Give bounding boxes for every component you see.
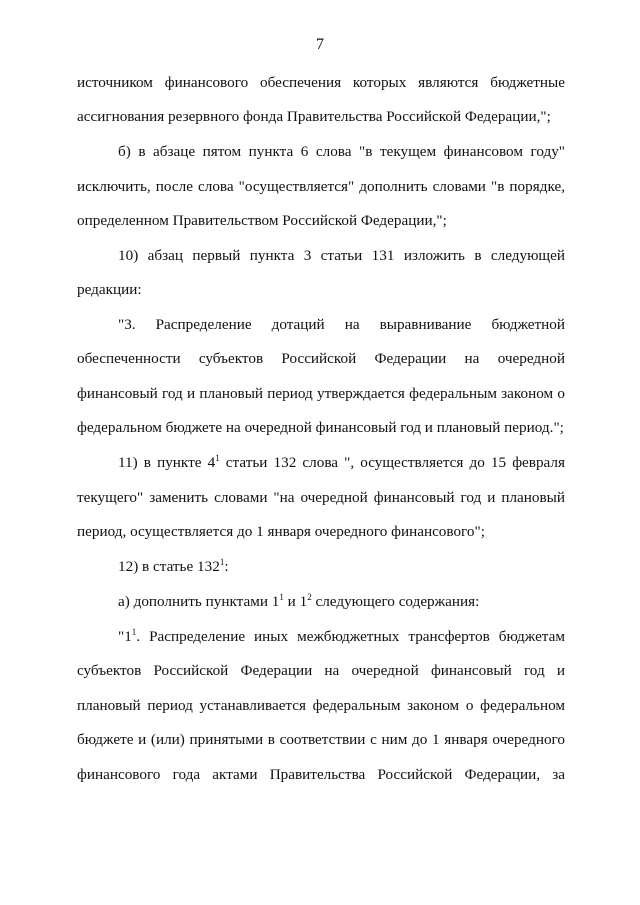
text-line: плановый период устанавливается федеральным законом о федеральном bbox=[77, 697, 565, 714]
text-line bbox=[118, 558, 565, 576]
text-line: субъектов Российской Федерации на очередной финансовый год и bbox=[77, 662, 565, 679]
text-fragment: и 1 bbox=[283, 593, 308, 610]
text-fragment: 11) в пункте 4 bbox=[118, 454, 216, 471]
text-line: текущего" заменить словами "на очередной финансовый год и плановый bbox=[77, 489, 565, 506]
text-line: ассигнования резервного фонда Правительства Российской Федерации,"; bbox=[77, 108, 551, 125]
superscript: 1 bbox=[279, 592, 284, 602]
text-line: финансовый год и плановый период утверждается федеральным законом о bbox=[77, 385, 565, 402]
text-fragment: "1 bbox=[118, 628, 132, 645]
superscript: 1 bbox=[131, 627, 137, 637]
text-line: исключить, после слова "осуществляется" дополнить словами "в порядке, bbox=[77, 178, 565, 195]
text-line: бюджете и (или) принятыми в соответствии с ним до 1 января очередного bbox=[77, 731, 565, 748]
text-line: определенном Правительством Российской Федерации,"; bbox=[77, 212, 447, 229]
text-fragment: а) дополнить пунктами 1 bbox=[118, 593, 280, 610]
text-line bbox=[118, 593, 565, 611]
superscript: 2 bbox=[307, 592, 312, 602]
text-line: редакции: bbox=[77, 281, 142, 298]
page-number: 7 bbox=[316, 36, 324, 53]
superscript: 1 bbox=[215, 453, 220, 463]
text-line: федеральном бюджете на очередной финансовый год и плановый период."; bbox=[77, 419, 564, 436]
text-line bbox=[118, 454, 565, 472]
text-line: обеспеченности субъектов Российской Федерации на очередной bbox=[77, 350, 565, 367]
text-line: "3. Распределение дотаций на выравнивание бюджетной bbox=[118, 316, 565, 333]
text-fragment: статьи 132 слова ", осуществляется до 15 февраля bbox=[219, 454, 565, 471]
text-line: источником финансового обеспечения которых являются бюджетные bbox=[77, 74, 565, 91]
superscript: 1 bbox=[219, 557, 225, 567]
text-fragment: : bbox=[224, 558, 229, 575]
text-line: период, осуществляется до 1 января очередного финансового"; bbox=[77, 523, 485, 540]
text-fragment: 12) в статье 132 bbox=[118, 558, 220, 575]
text-line bbox=[118, 628, 565, 646]
text-line: финансового года актами Правительства Российской Федерации, за bbox=[77, 766, 565, 783]
text-fragment: следующего содержания: bbox=[311, 593, 480, 610]
text-line: 10) абзац первый пункта 3 статьи 131 изложить в следующей bbox=[118, 247, 565, 264]
text-fragment: . Распределение иных межбюджетных трансфертов бюджетам bbox=[136, 628, 565, 645]
text-line: б) в абзаце пятом пункта 6 слова "в текущем финансовом году" bbox=[118, 143, 565, 160]
